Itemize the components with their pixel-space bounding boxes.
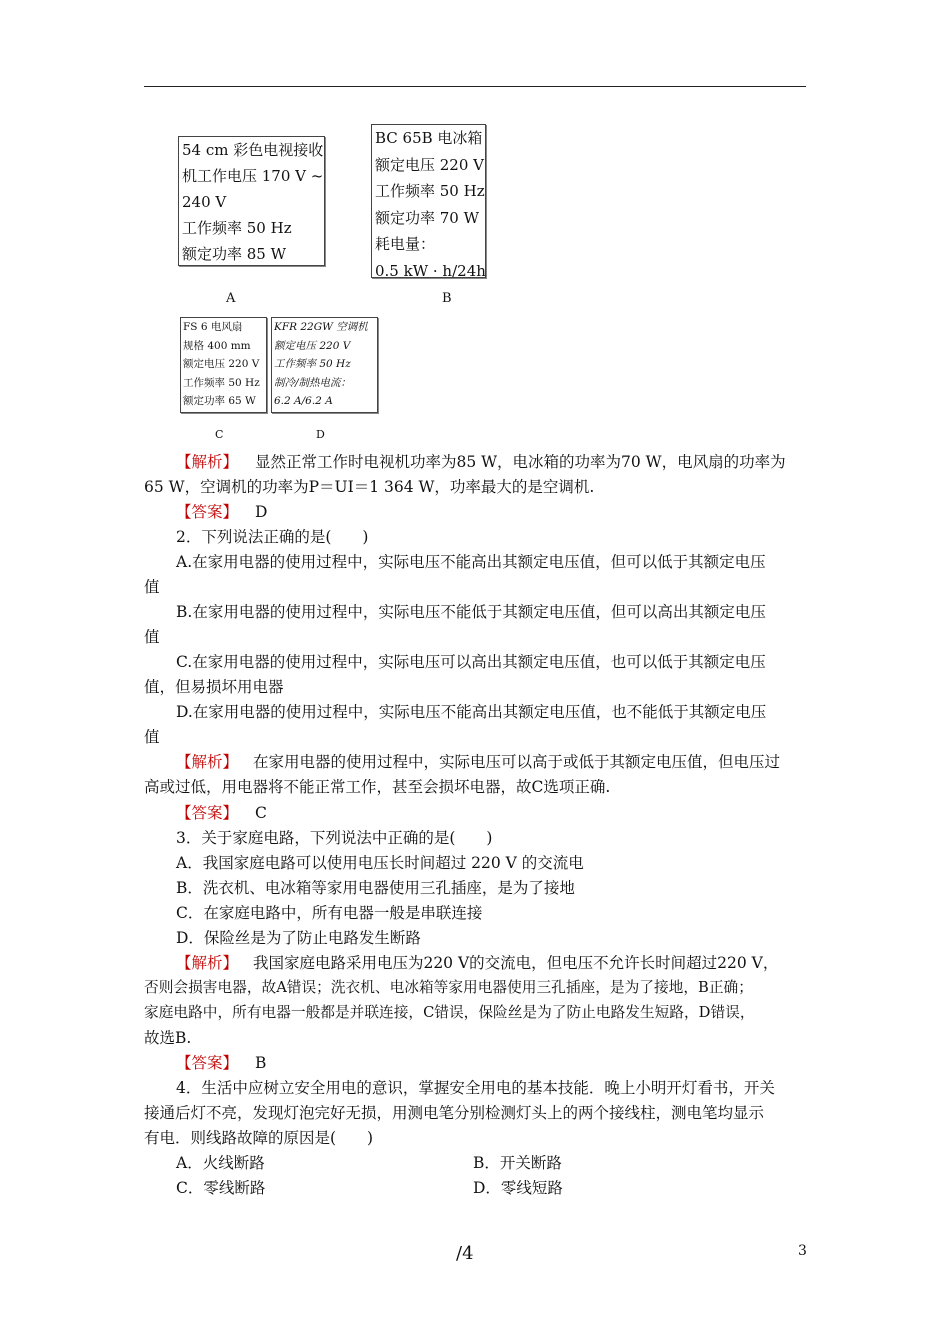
nameplate-aircon xyxy=(271,317,378,413)
q3-analysis-line-2: 否则会损害电器，故A错误；洗衣机、电冰箱等家用电器使用三孔插座，是为了接地，B正确； xyxy=(144,979,753,996)
q3-option-b: B．洗衣机、电冰箱等家用电器使用三孔插座，是为了接地 xyxy=(176,879,575,897)
answer-tag: 【答案】 xyxy=(176,1054,239,1072)
answer-value: C xyxy=(254,804,267,822)
answer-value: D xyxy=(254,503,268,521)
answer-value: B xyxy=(254,1054,267,1072)
q3-option-d: D．保险丝是为了防止电路发生断路 xyxy=(176,929,421,947)
q1-answer xyxy=(176,502,267,522)
answer-tag: 【答案】 xyxy=(176,804,239,822)
q2-analysis-line-1 xyxy=(176,752,780,772)
nameplate-line: 制冷/制热电流： xyxy=(274,376,352,389)
nameplate-line: 0.5 kW · h/24h xyxy=(375,261,486,280)
q3-analysis-line-4: 故选B. xyxy=(144,1029,192,1047)
analysis-tag: 【解析】 xyxy=(176,453,239,471)
nameplate-line: 6.2 A/6.2 A xyxy=(274,395,333,407)
q3-stem: 3．关于家庭电路，下列说法中正确的是( ) xyxy=(176,829,493,847)
q3-analysis-line-1 xyxy=(176,953,778,973)
q4-stem-line-2: 接通后灯不亮，发现灯泡完好无损，用测电笔分别检测灯头上的两个接线柱，测电笔均显示 xyxy=(144,1104,765,1122)
nameplate-line: 240 V xyxy=(182,193,227,211)
nameplate-line: 额定电压 220 V xyxy=(375,155,484,174)
nameplate-line: 额定电压 220 V xyxy=(183,358,260,370)
analysis-text: 显然正常工作时电视机功率为85 W，电冰箱的功率为70 W，电风扇的功率为 xyxy=(254,453,786,471)
q1-analysis-line-2: 65 W，空调机的功率为P＝UI＝1 364 W，功率最大的是空调机. xyxy=(144,478,595,496)
q2-option-c-cont: 值，但易损坏用电器 xyxy=(144,678,284,696)
q2-option-d: D.在家用电器的使用过程中，实际电压不能高出其额定电压值，也不能低于其额定电压 xyxy=(176,703,767,721)
nameplate-line: 额定功率 65 W xyxy=(183,395,256,407)
nameplate-line: 工作频率 50 Hz xyxy=(182,219,292,237)
q4-stem-line-3: 有电．则线路故障的原因是( ) xyxy=(144,1129,374,1147)
q2-option-a: A.在家用电器的使用过程中，实际电压不能高出其额定电压值，但可以低于其额定电压 xyxy=(176,553,766,571)
nameplate-fridge xyxy=(371,124,486,278)
figure-caption-b: B xyxy=(442,291,452,306)
q4-option-a: A．火线断路 xyxy=(176,1154,265,1172)
q2-stem: 2．下列说法正确的是( ) xyxy=(176,528,369,546)
nameplate-line: 机工作电压 170 V ~ xyxy=(182,167,324,185)
q2-option-a-cont: 值 xyxy=(144,578,160,596)
nameplate-line: 54 cm 彩色电视接收 xyxy=(182,141,324,159)
nameplate-line: FS 6 电风扇 xyxy=(183,321,243,333)
nameplate-line: 额定电压 220 V xyxy=(274,339,351,352)
nameplate-line: KFR 22GW 空调机 xyxy=(274,321,368,333)
answer-tag: 【答案】 xyxy=(176,503,239,521)
header-rule xyxy=(144,86,806,87)
figure-caption-a: A xyxy=(226,291,236,306)
q2-answer xyxy=(176,803,267,823)
q4-stem-line-1: 4．生活中应树立安全用电的意识，掌握安全用电的基本技能．晚上小明开灯看书，开关 xyxy=(176,1079,775,1097)
q3-option-a: A．我国家庭电路可以使用电压长时间超过 220 V 的交流电 xyxy=(176,854,584,872)
nameplate-line: 耗电量： xyxy=(375,235,436,253)
page-total: /4 xyxy=(456,1243,474,1264)
analysis-text: 在家用电器的使用过程中，实际电压可以高于或低于其额定电压值，但电压过 xyxy=(252,753,780,771)
figure-caption-c: C xyxy=(215,428,224,441)
nameplate-line: 规格 400 mm xyxy=(183,339,251,352)
q4-option-b: B．开关断路 xyxy=(473,1154,562,1172)
q1-analysis-line-1 xyxy=(176,452,786,472)
nameplate-line: 工作频率 50 Hz xyxy=(183,376,260,389)
nameplate-line: 工作频率 50 Hz xyxy=(274,358,351,370)
nameplate-line: BC 65B 电冰箱 xyxy=(375,129,483,147)
q3-answer xyxy=(176,1053,266,1073)
q2-analysis-line-2: 高或过低，用电器将不能正常工作，甚至会损坏电器，故C选项正确. xyxy=(144,778,611,796)
q3-analysis-line-3: 家庭电路中，所有电器一般都是并联连接，C错误，保险丝是为了防止电路发生短路，D错误， xyxy=(144,1004,755,1021)
q2-option-b: B.在家用电器的使用过程中，实际电压不能低于其额定电压值，但可以高出其额定电压 xyxy=(176,603,766,621)
analysis-text: 我国家庭电路采用电压为220 V的交流电，但电压不允许长时间超过220 V， xyxy=(252,954,779,972)
q4-option-d: D．零线短路 xyxy=(473,1179,563,1197)
nameplate-line: 额定功率 85 W xyxy=(182,245,287,263)
q3-option-c: C．在家庭电路中，所有电器一般是串联连接 xyxy=(176,904,483,922)
nameplate-tv xyxy=(178,136,325,266)
q2-option-c: C.在家用电器的使用过程中，实际电压可以高出其额定电压值，也可以低于其额定电压 xyxy=(176,653,766,671)
analysis-tag: 【解析】 xyxy=(176,954,239,972)
nameplate-fan xyxy=(180,317,267,413)
nameplate-line: 额定功率 70 W xyxy=(375,208,480,227)
figure-caption-d: D xyxy=(316,428,325,441)
q2-option-b-cont: 值 xyxy=(144,628,160,646)
analysis-tag: 【解析】 xyxy=(176,753,239,771)
nameplate-line: 工作频率 50 Hz xyxy=(375,182,485,200)
q4-option-c: C．零线断路 xyxy=(176,1179,266,1197)
page-number: 3 xyxy=(798,1243,807,1259)
q2-option-d-cont: 值 xyxy=(144,728,160,746)
